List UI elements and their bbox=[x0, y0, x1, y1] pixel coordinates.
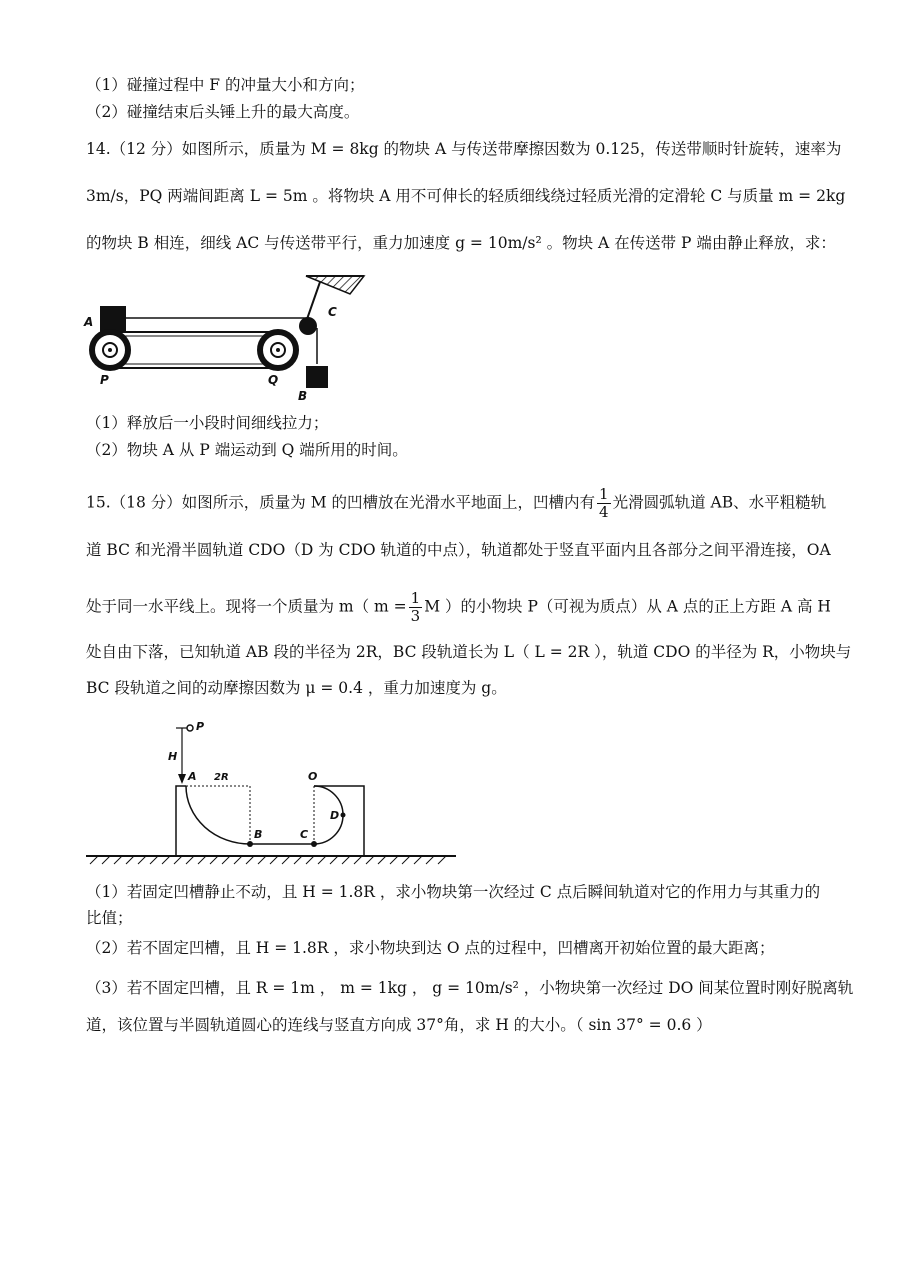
label-c: C bbox=[300, 828, 309, 841]
label-h: H bbox=[168, 750, 178, 763]
label-q: Q bbox=[268, 373, 279, 387]
object-p bbox=[187, 725, 193, 731]
label-p: P bbox=[100, 373, 109, 387]
problem-15-line-2: 道 BC 和光滑半圆轨道 CDO（D 为 CDO 轨道的中点），轨道都处于竖直平面内且各部分之间平滑连接，OA bbox=[86, 541, 831, 559]
problem-15-line-3 bbox=[86, 590, 831, 625]
prev-question-1: （1）碰撞过程中 F 的冲量大小和方向； bbox=[86, 76, 365, 94]
pulley-c bbox=[299, 317, 317, 335]
problem-15-question-3a: （3）若不固定凹槽，且 R = 1m ， m = 1kg ， g = 10m/s² ，小物块第一次经过 DO 间某位置时刚好脱离轨 bbox=[86, 979, 854, 997]
problem-14-line-1: 14.（12 分）如图所示，质量为 M = 8kg 的物块 A 与传送带摩擦因数为 0.125，传送带顺时针旋转，速率为 bbox=[86, 140, 842, 158]
problem-15-line-1-end: 光滑圆弧轨道 AB、水平粗糙轨 bbox=[612, 493, 827, 512]
groove-track-figure bbox=[82, 718, 462, 868]
problem-15-line-4: 处自由下落，已知轨道 AB 段的半径为 2R，BC 段轨道长为 L（ L = 2R ），轨道 CDO 的半径为 R，小物块与 bbox=[86, 643, 852, 661]
problem-15-line-3-start: 处于同一水平线上。现将一个质量为 m（ m = bbox=[86, 597, 407, 616]
label-d: D bbox=[330, 809, 340, 822]
label-b: B bbox=[298, 389, 308, 403]
problem-15-question-2: （2）若不固定凹槽，且 H = 1.8R ，求小物块到达 O 点的过程中，凹槽离开初始位置的最大距离； bbox=[86, 939, 775, 957]
label-c: C bbox=[328, 305, 337, 319]
problem-15-line-1-start: 15.（18 分）如图所示，质量为 M 的凹槽放在光滑水平地面上，凹槽内有 bbox=[86, 493, 596, 512]
ceiling-support bbox=[306, 276, 364, 294]
problem-15-question-3b: 道，该位置与半圆轨道圆心的连线与竖直方向成 37°角，求 H 的大小。（ sin 37° = 0.6 ） bbox=[86, 1016, 712, 1034]
problem-14-line-3: 的物块 B 相连，细线 AC 与传送带平行，重力加速度 g = 10m/s² 。物块 A 在传送带 P 端由静止释放，求： bbox=[86, 234, 836, 252]
problem-14-line-2: 3m/s，PQ 两端间距离 L = 5m 。将物块 A 用不可伸长的轻质细线绕过轻质光滑的定滑轮 C 与质量 m = 2kg bbox=[86, 187, 846, 205]
prev-question-2: （2）碰撞结束后头锤上升的最大高度。 bbox=[86, 103, 360, 121]
pulley-arm bbox=[306, 282, 320, 322]
label-a: A bbox=[188, 770, 197, 783]
label-a: A bbox=[84, 315, 94, 329]
groove-outline bbox=[176, 786, 186, 856]
problem-15-line-3-end: M ）的小物块 P（可视为质点）从 A 点的正上方距 A 高 H bbox=[424, 597, 831, 616]
problem-15-question-1a: （1）若固定凹槽静止不动，且 H = 1.8R ，求小物块第一次经过 C 点后瞬间轨道对它的作用力与其重力的 bbox=[86, 883, 821, 901]
label-o: O bbox=[308, 770, 318, 783]
block-a bbox=[100, 306, 126, 332]
label-2r: 2R bbox=[214, 772, 229, 783]
problem-15-question-1b: 比值； bbox=[86, 909, 133, 927]
problem-15-line-5: BC 段轨道之间的动摩擦因数为 μ = 0.4 ，重力加速度为 g。 bbox=[86, 679, 507, 697]
conveyor-belt-figure bbox=[80, 268, 380, 404]
arc-ab bbox=[186, 786, 250, 844]
problem-14-question-1: （1）释放后一小段时间细线拉力； bbox=[86, 414, 329, 432]
fraction-one-quarter: $\frac{1}{4}$ bbox=[599, 485, 609, 521]
problem-15-line-1 bbox=[86, 486, 826, 521]
fraction-one-third: $\frac{1}{3}$ bbox=[410, 589, 421, 625]
block-b bbox=[306, 366, 328, 388]
label-b: B bbox=[254, 828, 263, 841]
problem-14-question-2: （2）物块 A 从 P 端运动到 Q 端所用的时间。 bbox=[86, 441, 408, 459]
label-p: P bbox=[196, 720, 205, 733]
